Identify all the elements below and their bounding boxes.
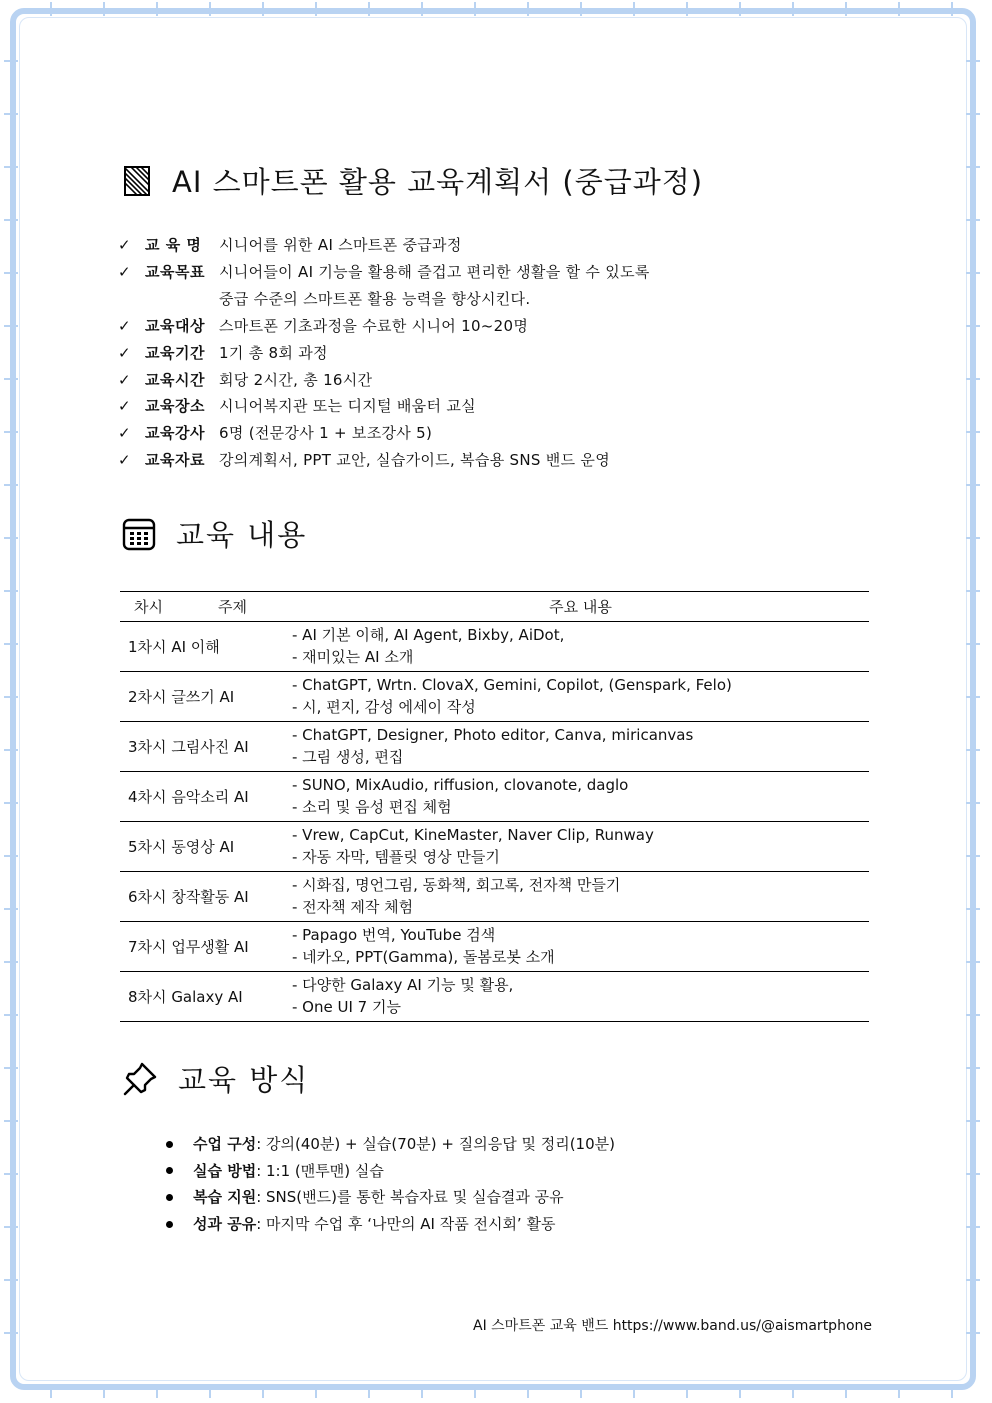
table-row [120, 772, 869, 822]
method-label: 복습 지원 [193, 1188, 257, 1207]
border-notch [4, 590, 18, 592]
border-notch [4, 378, 18, 380]
border-notch [103, 1384, 105, 1398]
border-notch [966, 431, 980, 433]
session-topic-cell [120, 872, 292, 922]
method-item [166, 1184, 615, 1211]
border-notch [966, 1067, 980, 1069]
border-notch [262, 1384, 264, 1398]
method-list [166, 1131, 615, 1237]
checkmark-icon: ✓ [118, 262, 131, 281]
border-notch [739, 2, 741, 16]
info-label: 교육대상 [145, 316, 205, 335]
method-item [166, 1211, 615, 1238]
border-notch [966, 696, 980, 698]
border-notch [4, 60, 18, 62]
calendar-icon [122, 517, 156, 551]
border-notch [4, 961, 18, 963]
table-row [120, 622, 869, 672]
border-notch [580, 2, 582, 16]
info-value: 회당 2시간, 총 16시간 [219, 370, 373, 389]
border-notch [421, 2, 423, 16]
border-notch [966, 590, 980, 592]
method-value: : SNS(밴드)를 통한 복습자료 및 실습결과 공유 [256, 1188, 564, 1207]
content-cell [292, 872, 869, 922]
course-info-list [118, 232, 650, 474]
border-notch [4, 484, 18, 486]
hatched-square-icon [124, 166, 150, 196]
border-notch [209, 1384, 211, 1398]
content-cell [292, 972, 869, 1022]
border-notch [4, 431, 18, 433]
bullet-dot-icon [166, 1141, 173, 1148]
table-header-row [120, 592, 869, 622]
info-item [118, 420, 650, 447]
info-value: 강의계획서, PPT 교안, 실습가이드, 복습용 SNS 밴드 운영 [219, 451, 611, 470]
border-notch [156, 1384, 158, 1398]
content-line: - Vrew, CapCut, KineMaster, Naver Clip, Runway [292, 826, 654, 844]
checkmark-icon: ✓ [118, 397, 131, 416]
info-item [118, 259, 650, 286]
info-item [118, 367, 650, 394]
border-notch [4, 1014, 18, 1016]
content-section-heading [122, 513, 307, 554]
border-notch [4, 855, 18, 857]
border-notch [966, 855, 980, 857]
border-notch [898, 2, 900, 16]
session-label: 8차시 [128, 988, 167, 1006]
session-label: 1차시 [128, 638, 167, 656]
border-notch [474, 2, 476, 16]
content-cell [292, 672, 869, 722]
border-notch [966, 272, 980, 274]
border-notch [4, 749, 18, 751]
content-line: - 다양한 Galaxy AI 기능 및 활용, [292, 976, 514, 994]
topic-label: 업무생활 AI [171, 938, 249, 956]
content-cell [292, 822, 869, 872]
checkmark-icon: ✓ [118, 236, 131, 254]
border-notch [4, 166, 18, 168]
method-label: 성과 공유 [193, 1214, 257, 1233]
checkmark-icon: ✓ [118, 451, 131, 470]
border-notch [966, 166, 980, 168]
content-cell [292, 772, 869, 822]
session-label: 4차시 [128, 788, 167, 806]
border-notch [966, 537, 980, 539]
pushpin-icon [122, 1061, 158, 1097]
border-notch [4, 908, 18, 910]
info-value: 스마트폰 기초과정을 수료한 시니어 10~20명 [219, 316, 529, 335]
topic-label: 동영상 AI [171, 838, 235, 856]
checkmark-icon: ✓ [118, 343, 131, 362]
border-notch [580, 1384, 582, 1398]
content-cell [292, 622, 869, 672]
info-item [118, 447, 650, 474]
border-notch [4, 1173, 18, 1175]
session-topic-cell [120, 672, 292, 722]
border-notch [103, 2, 105, 16]
border-notch [4, 643, 18, 645]
topic-label: AI 이해 [171, 638, 220, 656]
session-label: 6차시 [128, 888, 167, 906]
document-title [124, 160, 703, 201]
border-notch [966, 802, 980, 804]
border-notch [792, 2, 794, 16]
border-notch [4, 272, 18, 274]
border-notch [966, 378, 980, 380]
info-item [118, 340, 650, 367]
border-notch [368, 1384, 370, 1398]
footer-band-link[interactable]: AI 스마트폰 교육 밴드 https://www.band.us/@aismartphone [473, 1318, 872, 1334]
info-item [118, 393, 650, 420]
method-item [166, 1131, 615, 1158]
border-notch [966, 1332, 980, 1334]
border-notch [966, 1279, 980, 1281]
border-notch [209, 2, 211, 16]
page-title: AI 스마트폰 활용 교육계획서 (중급과정) [172, 165, 704, 199]
header-session: 차시 [134, 598, 163, 616]
info-value: 1기 총 8회 과정 [219, 343, 328, 362]
border-notch [966, 113, 980, 115]
border-notch [4, 1279, 18, 1281]
border-notch [966, 219, 980, 221]
content-line: - 재미있는 AI 소개 [292, 647, 414, 666]
border-notch [4, 696, 18, 698]
topic-label: 음악소리 AI [171, 788, 249, 806]
content-line: - ChatGPT, Designer, Photo editor, Canva, miricanvas [292, 726, 694, 744]
border-notch [4, 802, 18, 804]
border-notch [686, 1384, 688, 1398]
border-notch [474, 1384, 476, 1398]
border-notch [966, 1014, 980, 1016]
method-value: : 마지막 수업 후 ‘나만의 AI 작품 전시회’ 활동 [256, 1214, 556, 1233]
content-line: - 네카오, PPT(Gamma), 돌봄로봇 소개 [292, 947, 555, 966]
border-notch [4, 1067, 18, 1069]
border-notch [262, 2, 264, 16]
border-notch [845, 1384, 847, 1398]
border-notch [156, 2, 158, 16]
bullet-dot-icon [166, 1167, 173, 1174]
border-notch [633, 1384, 635, 1398]
border-notch [966, 643, 980, 645]
session-topic-cell [120, 722, 292, 772]
border-notch [315, 2, 317, 16]
border-notch [50, 2, 52, 16]
method-section-heading [122, 1058, 309, 1099]
info-item [118, 313, 650, 340]
info-label: 교육기간 [145, 343, 205, 362]
border-notch [966, 961, 980, 963]
border-notch [4, 219, 18, 221]
method-item [166, 1158, 615, 1185]
border-notch [4, 537, 18, 539]
session-label: 2차시 [128, 688, 167, 706]
info-label: 교육강사 [145, 424, 205, 443]
info-value: 시니어들이 AI 기능을 활용해 즐겁고 편리한 생활을 할 수 있도록 [219, 262, 650, 281]
table-row [120, 972, 869, 1022]
border-notch [898, 1384, 900, 1398]
session-label: 5차시 [128, 838, 167, 856]
content-line: - SUNO, MixAudio, riffusion, clovanote, daglo [292, 776, 629, 794]
content-line: - 소리 및 음성 편집 체험 [292, 797, 452, 816]
border-notch [966, 749, 980, 751]
border-notch [739, 1384, 741, 1398]
border-notch [966, 908, 980, 910]
border-notch [845, 2, 847, 16]
checkmark-icon: ✓ [118, 424, 131, 443]
topic-label: Galaxy AI [171, 988, 243, 1006]
border-notch [951, 2, 953, 16]
content-line: - 전자책 제작 체험 [292, 897, 414, 916]
bullet-dot-icon [166, 1194, 173, 1201]
border-notch [4, 1120, 18, 1122]
border-notch [4, 1332, 18, 1334]
content-line: - One UI 7 기능 [292, 997, 401, 1016]
info-label: 교육장소 [145, 397, 205, 416]
info-value: 시니어복지관 또는 디지털 배움터 교실 [219, 397, 476, 416]
curriculum-table [120, 591, 869, 1022]
info-label: 교 육 명 [145, 236, 202, 254]
border-notch [966, 60, 980, 62]
session-topic-cell [120, 972, 292, 1022]
border-notch [527, 2, 529, 16]
border-notch [966, 325, 980, 327]
session-label: 3차시 [128, 738, 167, 756]
bullet-dot-icon [166, 1221, 173, 1228]
content-line: - 시, 편지, 감성 에세이 작성 [292, 697, 476, 716]
border-notch [966, 1120, 980, 1122]
method-value: : 강의(40분) + 실습(70분) + 질의응답 및 정리(10분) [256, 1135, 615, 1153]
header-session-topic [120, 592, 292, 622]
header-content: 주요 내용 [292, 592, 869, 622]
border-notch [315, 1384, 317, 1398]
table-row [120, 822, 869, 872]
info-value: 6명 (전문강사 1 + 보조강사 5) [219, 424, 433, 443]
table-row [120, 722, 869, 772]
border-notch [792, 1384, 794, 1398]
topic-label: 글쓰기 AI [171, 688, 235, 706]
method-label: 수업 구성 [193, 1135, 257, 1153]
checkmark-icon: ✓ [118, 316, 131, 335]
content-line: - Papago 번역, YouTube 검색 [292, 926, 496, 944]
session-topic-cell [120, 822, 292, 872]
border-notch [421, 1384, 423, 1398]
checkmark-icon: ✓ [118, 370, 131, 389]
border-notch [951, 1384, 953, 1398]
info-label: 교육목표 [145, 262, 205, 281]
border-notch [966, 484, 980, 486]
header-topic: 주제 [217, 598, 247, 616]
session-topic-cell [120, 622, 292, 672]
session-topic-cell [120, 922, 292, 972]
table-row [120, 672, 869, 722]
table-row [120, 872, 869, 922]
border-notch [633, 2, 635, 16]
info-value-continuation: 중급 수준의 스마트폰 활용 능력을 향상시킨다. [219, 289, 531, 308]
border-notch [686, 2, 688, 16]
content-line: - 자동 자막, 템플릿 영상 만들기 [292, 847, 500, 866]
border-notch [966, 1173, 980, 1175]
border-notch [4, 113, 18, 115]
section-title: 교육 내용 [176, 518, 308, 552]
content-cell [292, 722, 869, 772]
method-label: 실습 방법 [193, 1161, 257, 1180]
info-label: 교육시간 [145, 370, 205, 389]
method-value: : 1:1 (맨투맨) 실습 [256, 1161, 384, 1180]
border-notch [527, 1384, 529, 1398]
info-label: 교육자료 [145, 451, 205, 470]
table-row [120, 922, 869, 972]
border-notch [4, 1226, 18, 1228]
content-line: - ChatGPT, Wrtn. ClovaX, Gemini, Copilot, (Genspark, Felo) [292, 676, 732, 694]
border-notch [4, 325, 18, 327]
border-notch [368, 2, 370, 16]
border-notch [966, 1226, 980, 1228]
session-label: 7차시 [128, 938, 167, 956]
content-line: - 시화집, 명언그림, 동화책, 회고록, 전자책 만들기 [292, 876, 621, 894]
content-line: - 그림 생성, 편집 [292, 747, 404, 766]
info-item [118, 232, 650, 259]
content-cell [292, 922, 869, 972]
section-title: 교육 방식 [178, 1063, 310, 1097]
session-topic-cell [120, 772, 292, 822]
topic-label: 그림사진 AI [171, 738, 249, 756]
content-line: - AI 기본 이해, AI Agent, Bixby, AiDot, [292, 626, 565, 644]
border-notch [50, 1384, 52, 1398]
topic-label: 창작활동 AI [171, 888, 249, 906]
info-value: 시니어를 위한 AI 스마트폰 중급과정 [219, 236, 462, 254]
